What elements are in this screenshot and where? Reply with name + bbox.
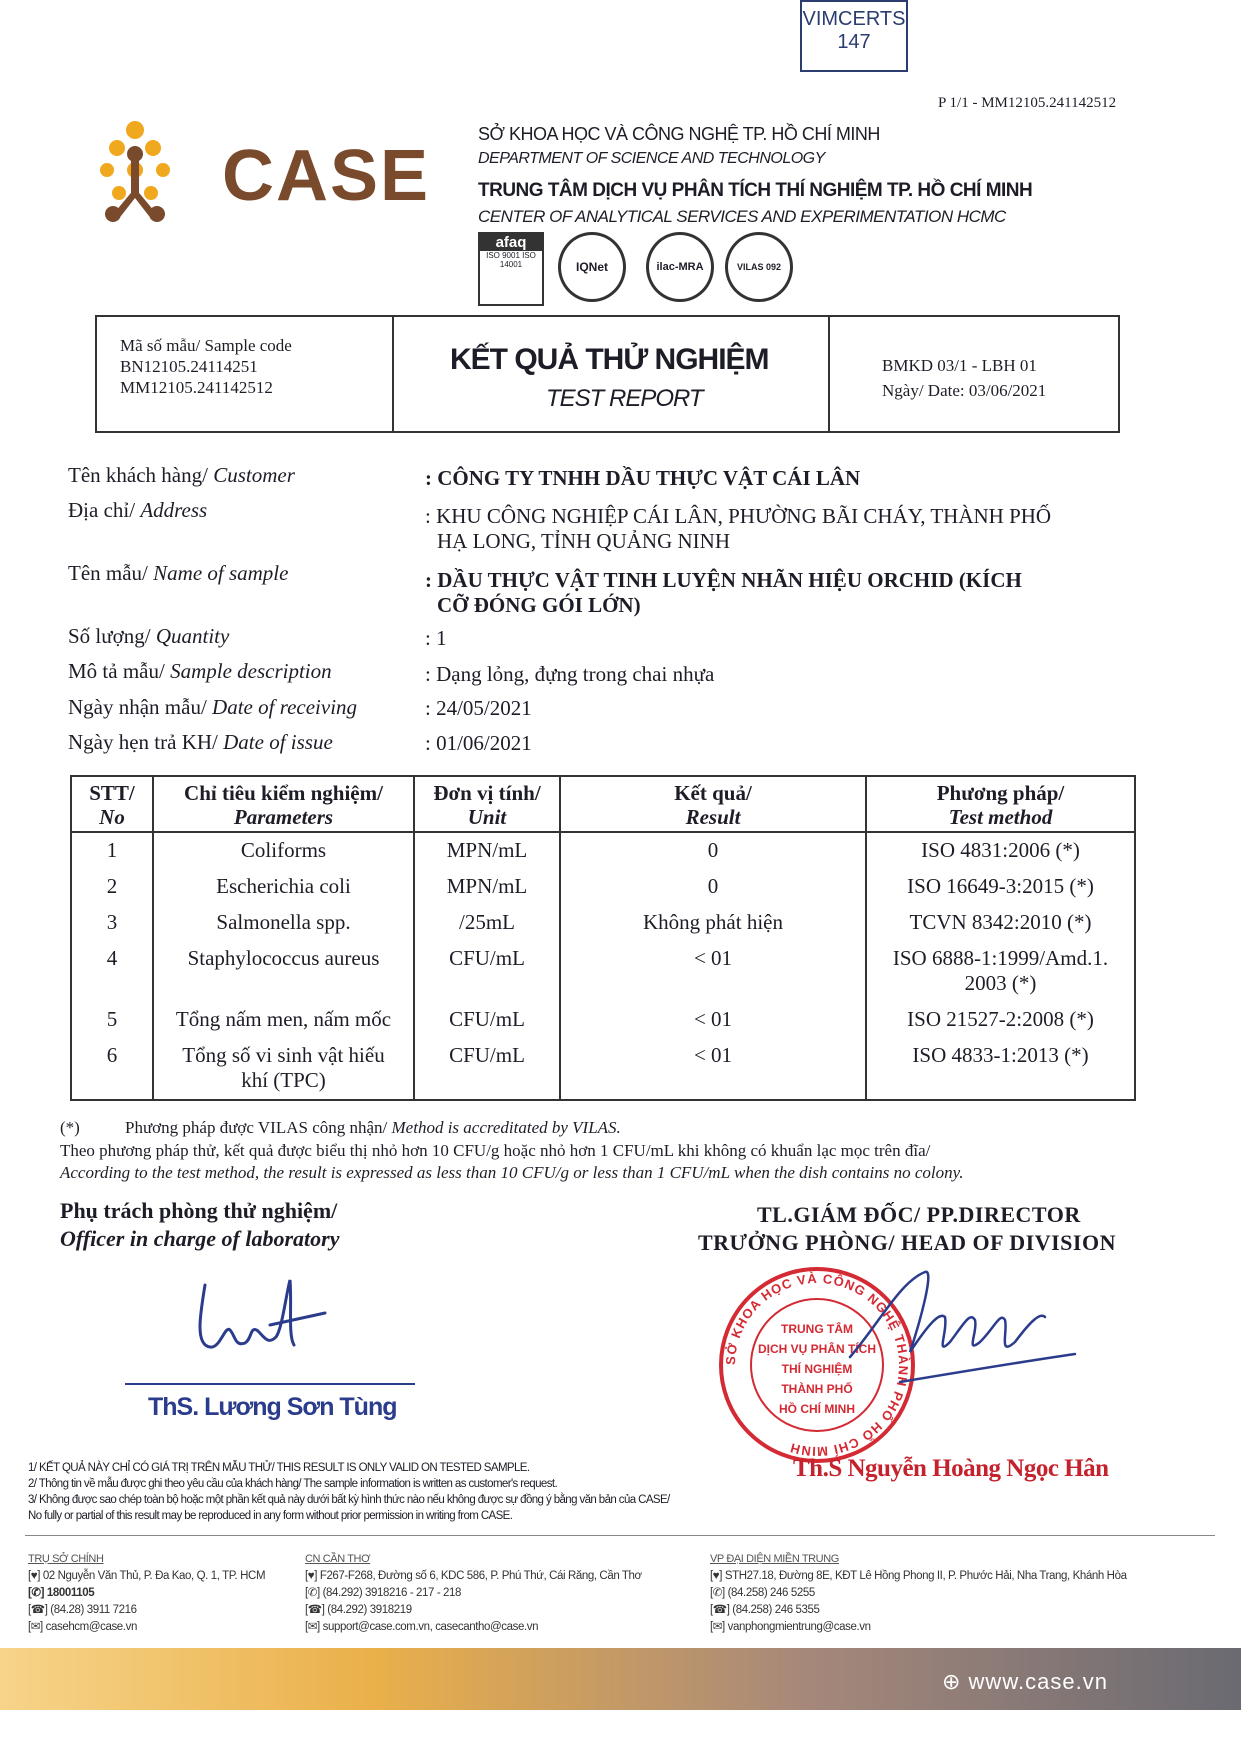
row-method: ISO 4833-1:2013 (*) [866, 1038, 1135, 1100]
dept-name-en: DEPARTMENT OF SCIENCE AND TECHNOLOGY [478, 150, 825, 167]
sample-desc-value: : Dạng lỏng, đựng trong chai nhựa [425, 662, 715, 686]
report-title-en: TEST REPORT [546, 385, 703, 412]
report-title-vi: KẾT QUẢ THỬ NGHIỆM [450, 343, 769, 376]
row-unit: CFU/mL [414, 1038, 560, 1100]
logo-text: CASE [222, 136, 431, 216]
vilas-cert-icon [725, 232, 793, 302]
dept-name-vi: SỞ KHOA HỌC VÀ CÔNG NGHỆ TP. HỒ CHÍ MINH [478, 124, 880, 144]
footer-divider [25, 1535, 1215, 1536]
office-cantho: CN CẦN THƠ [♥] F267-F268, Đường số 6, KDC 586, P. Phú Thứ, Cái Răng, Cần Thơ [✆] (84.292) 3918216 - 217 - 218 [☎] (84.292) 3918219 [✉] support@case.com.vn, casecantho@case.vn [305, 1553, 642, 1633]
form-code-block [882, 353, 1046, 403]
row-unit: /25mL [414, 905, 560, 941]
website-text: www.case.vn [968, 1669, 1108, 1694]
page-number: P 1/1 - MM12105.241142512 [938, 95, 1117, 111]
row-parameter: Tổng nấm men, nấm mốc [153, 1002, 414, 1038]
row-method: ISO 4831:2006 (*) [866, 832, 1135, 869]
results-table [70, 775, 1136, 1101]
footnote-mark: (*) [60, 1118, 80, 1137]
row-parameter: Escherichia coli [153, 869, 414, 905]
head-of-division-name: Th.S Nguyễn Hoàng Ngọc Hân [793, 1455, 1109, 1482]
col-header-method: Phương pháp/ Test method [866, 776, 1135, 832]
row-parameter: Salmonella spp. [153, 905, 414, 941]
row-no: 6 [71, 1038, 153, 1100]
method-note-en: According to the test method, the result is expressed as less than 10 CFU/g or less than 1 CFU/mL when the dish contains no colony. [60, 1163, 964, 1182]
sample-code-1: BN12105.24114251 [120, 357, 258, 376]
legal-note: 3/ Không được sao chép toàn bộ hoặc một phần kết quả này dưới bất kỳ hình thức nào nếu không được sự đồng ý bằng văn bản của CASE/ [28, 1494, 670, 1506]
table-row [71, 869, 1135, 905]
row-no: 1 [71, 832, 153, 869]
issue-date-label: Ngày hẹn trả KH/ Date of issue [68, 730, 333, 754]
sample-name-label: Tên mẫu/ Name of sample [68, 561, 289, 585]
center-name-vi: TRUNG TÂM DỊCH VỤ PHÂN TÍCH THÍ NGHIỆM TP. HỒ CHÍ MINH [478, 180, 1033, 201]
row-result: 0 [560, 869, 866, 905]
col-header-result: Kết quả/ Result [560, 776, 866, 832]
stamp-line: THÍ NGHIỆM [781, 1362, 853, 1376]
row-method: ISO 6888-1:1999/Amd.1. 2003 (*) [866, 941, 1135, 1002]
afaq-label: afaq [480, 234, 542, 251]
row-method: TCVN 8342:2010 (*) [866, 905, 1135, 941]
website-link[interactable]: ⊕ www.case.vn [942, 1669, 1108, 1694]
report-date: Ngày/ Date: 03/06/2021 [882, 381, 1047, 400]
row-result: 0 [560, 832, 866, 869]
address-label: Địa chỉ/ Address [68, 498, 208, 522]
received-date-label: Ngày nhận mẫu/ Date of receiving [68, 695, 358, 719]
stamp-line: HỒ CHÍ MINH [779, 1402, 855, 1416]
sample-code-block [120, 335, 292, 398]
vimcerts-label: VIMCERTS [802, 8, 906, 30]
iqnet-cert-icon [558, 232, 626, 302]
legal-note: 2/ Thông tin về mẫu được ghi theo yêu cầu của khách hàng/ The sample information is written as customer's request. [28, 1478, 558, 1490]
stamp-line: DỊCH VỤ PHÂN TÍCH [757, 1342, 877, 1356]
table-row [71, 941, 1135, 1002]
legal-note: 1/ KẾT QUẢ NÀY CHỈ CÓ GIÁ TRỊ TRÊN MẪU THỬ/ THIS RESULT IS ONLY VALID ON TESTED SAMPLE. [28, 1462, 530, 1474]
row-result: < 01 [560, 1038, 866, 1100]
row-parameter: Coliforms [153, 832, 414, 869]
office-central: VP ĐẠI DIỆN MIỀN TRUNG [♥] STH27.18, Đường 8E, KĐT Lê Hồng Phong II, P. Phước Hải, Nha Trang, Khánh Hòa [✆] (84.258) 246 5255 [☎] (84.258) 246 5355 [✉] vanphongmientrung@case.vn [710, 1553, 1127, 1633]
quantity-value: : 1 [425, 626, 447, 650]
afaq-cert-icon [478, 232, 544, 306]
lab-officer-name: ThS. Lương Sơn Tùng [148, 1393, 397, 1421]
table-row [71, 905, 1135, 941]
office-hcm: TRỤ SỞ CHÍNH [♥] 02 Nguyễn Văn Thủ, P. Đa Kao, Q. 1, TP. HCM [✆] 18001105 [☎] (84.28) 3911 7216 [✉] casehcm@case.vn [28, 1553, 266, 1633]
signature-underline [125, 1383, 415, 1385]
table-header-row [71, 776, 1135, 832]
method-note-vi: Theo phương pháp thử, kết quả được biểu thị nhỏ hơn 10 CFU/g hoặc nhỏ hơn 1 CFU/mL khi không có khuẩn lạc mọc trên đĩa/ [60, 1141, 931, 1160]
table-row [71, 1002, 1135, 1038]
row-no: 3 [71, 905, 153, 941]
sample-code-2: MM12105.241142512 [120, 378, 273, 397]
director-title: TL.GIÁM ĐỐC/ PP.DIRECTOR [757, 1202, 1081, 1227]
stamp-line: TRUNG TÂM [781, 1322, 853, 1336]
row-result: < 01 [560, 1002, 866, 1038]
row-result: < 01 [560, 941, 866, 1002]
address-value: : KHU CÔNG NGHIỆP CÁI LÂN, PHƯỜNG BÃI CHÁY, THÀNH PHỐ HẠ LONG, TỈNH QUẢNG NINH [425, 504, 1052, 553]
customer-value: : CÔNG TY TNHH DẦU THỰC VẬT CÁI LÂN [425, 466, 861, 490]
signature-left-icon [190, 1275, 330, 1360]
col-header-unit: Đơn vị tính/ Unit [414, 776, 560, 832]
vimcerts-cert-icon [800, 0, 908, 72]
row-method: ISO 21527-2:2008 (*) [866, 1002, 1135, 1038]
row-result: Không phát hiện [560, 905, 866, 941]
issue-date-value: : 01/06/2021 [425, 731, 532, 755]
row-no: 5 [71, 1002, 153, 1038]
sample-name-value: : DẦU THỰC VẬT TINH LUYỆN NHÃN HIỆU ORCHID (KÍCH CỠ ĐÓNG GÓI LỚN) [425, 568, 1022, 617]
head-of-division-title: TRƯỞNG PHÒNG/ HEAD OF DIVISION [698, 1230, 1116, 1255]
table-row [71, 832, 1135, 869]
received-date-value: : 24/05/2021 [425, 696, 532, 720]
row-unit: MPN/mL [414, 832, 560, 869]
col-header-no: STT/ No [71, 776, 153, 832]
table-row [71, 1038, 1135, 1100]
row-unit: MPN/mL [414, 869, 560, 905]
vilas-label: VILAS 092 [736, 262, 782, 272]
customer-label: Tên khách hàng/ Customer [68, 463, 295, 487]
row-method: ISO 16649-3:2015 (*) [866, 869, 1135, 905]
row-parameter: Staphylococcus aureus [153, 941, 414, 1002]
sample-desc-label: Mô tả mẫu/ Sample description [68, 659, 332, 683]
center-name-en: CENTER OF ANALYTICAL SERVICES AND EXPERIMENTATION HCMC [478, 207, 1006, 226]
stamp-ring-text: SỞ KHOA HỌC VÀ CÔNG NGHỆ THÀNH PHỐ HỒ CHÍ MINH [722, 1270, 912, 1460]
row-unit: CFU/mL [414, 1002, 560, 1038]
ilac-cert-icon [646, 232, 714, 302]
sample-code-label: Mã số mẫu/ Sample code [120, 336, 292, 355]
legal-note: No fully or partial of this result may be reproduced in any form without prior permission in writing from CASE. [28, 1510, 513, 1522]
signature-right-icon [840, 1262, 1080, 1402]
col-header-parameters: Chỉ tiêu kiểm nghiệm/ Parameters [153, 776, 414, 832]
vilas-footnote: (*) Phương pháp được VILAS công nhận/ Method is accreditated by VILAS. [60, 1118, 621, 1137]
iqnet-label: IQNet [575, 260, 608, 274]
afaq-iso-label: ISO 9001 ISO 14001 [486, 251, 536, 269]
row-no: 2 [71, 869, 153, 905]
row-no: 4 [71, 941, 153, 1002]
lab-officer-title-vi: Phụ trách phòng thử nghiệm/ [60, 1198, 338, 1223]
quantity-label: Số lượng/ Quantity [68, 624, 230, 648]
vimcerts-number: 147 [837, 31, 871, 53]
ilac-label: ilac-MRA [656, 261, 704, 273]
lab-officer-title-en: Officer in charge of laboratory [60, 1226, 340, 1251]
form-code: BMKD 03/1 - LBH 01 [882, 356, 1037, 375]
row-parameter: Tổng số vi sinh vật hiếu khí (TPC) [153, 1038, 414, 1100]
stamp-line: THÀNH PHỐ [781, 1382, 853, 1396]
row-unit: CFU/mL [414, 941, 560, 1002]
